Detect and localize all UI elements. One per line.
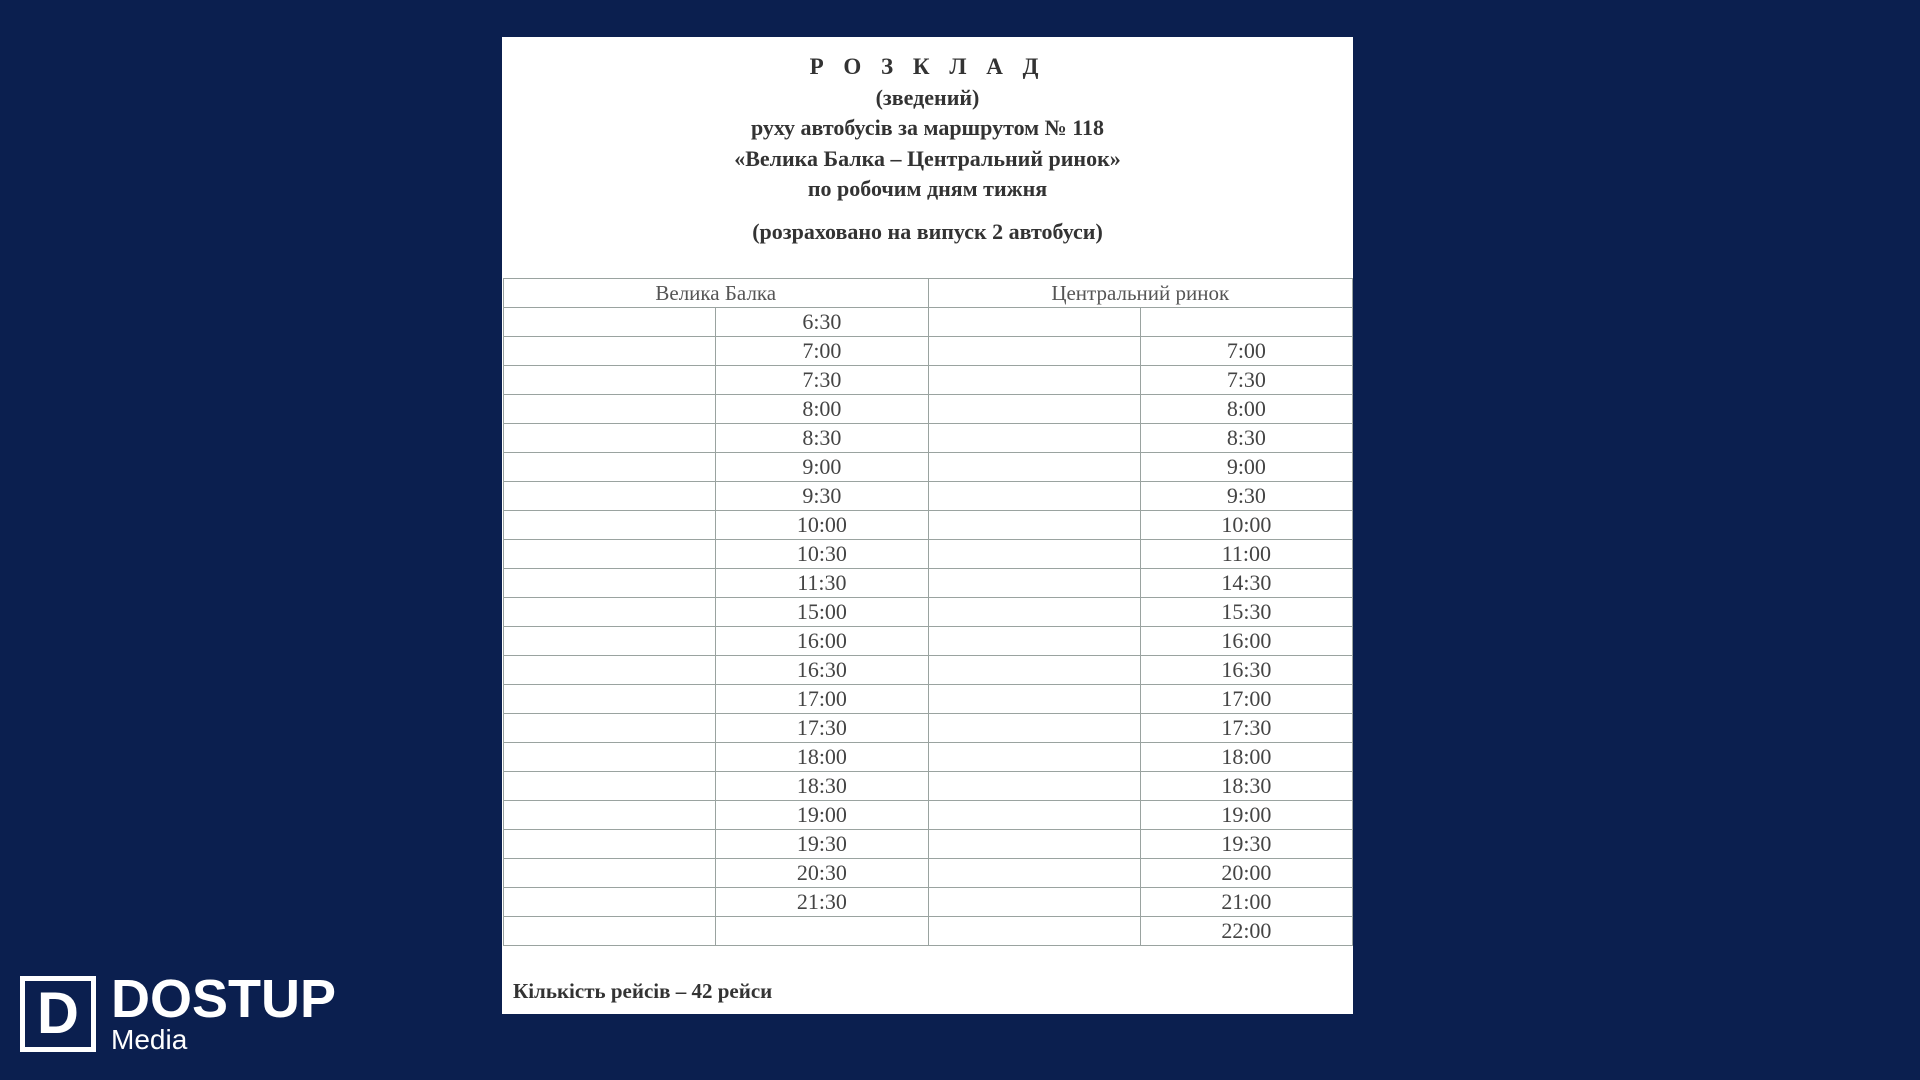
velyka-balka-time: 8:00 bbox=[716, 395, 928, 424]
tsentralnyi-rynok-time: 18:30 bbox=[1140, 772, 1352, 801]
logo-name: DOSTUP bbox=[111, 969, 337, 1029]
table-row bbox=[504, 511, 1353, 540]
tsentralnyi-rynok-empty-cell bbox=[928, 917, 1140, 946]
velyka-balka-time bbox=[716, 917, 928, 946]
tsentralnyi-rynok-empty-cell bbox=[928, 685, 1140, 714]
tsentralnyi-rynok-time: 18:00 bbox=[1140, 743, 1352, 772]
velyka-balka-empty-cell bbox=[504, 917, 716, 946]
velyka-balka-empty-cell bbox=[504, 714, 716, 743]
tsentralnyi-rynok-empty-cell bbox=[928, 859, 1140, 888]
tsentralnyi-rynok-empty-cell bbox=[928, 772, 1140, 801]
velyka-balka-empty-cell bbox=[504, 627, 716, 656]
table-row bbox=[504, 772, 1353, 801]
velyka-balka-time: 21:30 bbox=[716, 888, 928, 917]
velyka-balka-time: 7:30 bbox=[716, 366, 928, 395]
table-row bbox=[504, 395, 1353, 424]
tsentralnyi-rynok-time: 21:00 bbox=[1140, 888, 1352, 917]
table-header-row bbox=[504, 279, 1353, 308]
velyka-balka-empty-cell bbox=[504, 337, 716, 366]
tsentralnyi-rynok-time: 14:30 bbox=[1140, 569, 1352, 598]
velyka-balka-time: 18:00 bbox=[716, 743, 928, 772]
tsentralnyi-rynok-empty-cell bbox=[928, 627, 1140, 656]
tsentralnyi-rynok-time: 15:30 bbox=[1140, 598, 1352, 627]
tsentralnyi-rynok-empty-cell bbox=[928, 569, 1140, 598]
velyka-balka-empty-cell bbox=[504, 424, 716, 453]
velyka-balka-empty-cell bbox=[504, 772, 716, 801]
logo-sub: Media bbox=[111, 1024, 188, 1055]
document-title: Р О З К Л А Д bbox=[809, 54, 1046, 79]
table-row bbox=[504, 801, 1353, 830]
tsentralnyi-rynok-time: 20:00 bbox=[1140, 859, 1352, 888]
velyka-balka-empty-cell bbox=[504, 743, 716, 772]
document-header bbox=[502, 37, 1353, 247]
velyka-balka-time: 10:00 bbox=[716, 511, 928, 540]
velyka-balka-empty-cell bbox=[504, 540, 716, 569]
velyka-balka-empty-cell bbox=[504, 888, 716, 917]
logo-mark: D bbox=[20, 976, 96, 1052]
velyka-balka-time: 10:30 bbox=[716, 540, 928, 569]
velyka-balka-empty-cell bbox=[504, 656, 716, 685]
schedule-table bbox=[503, 278, 1353, 946]
logo-text bbox=[111, 969, 337, 1055]
tsentralnyi-rynok-time: 17:00 bbox=[1140, 685, 1352, 714]
tsentralnyi-rynok-empty-cell bbox=[928, 888, 1140, 917]
table-row bbox=[504, 453, 1353, 482]
document-subtitle: (зведений) bbox=[875, 84, 980, 110]
velyka-balka-time: 8:30 bbox=[716, 424, 928, 453]
table-row bbox=[504, 540, 1353, 569]
velyka-balka-empty-cell bbox=[504, 569, 716, 598]
velyka-balka-time: 9:00 bbox=[716, 453, 928, 482]
tsentralnyi-rynok-time: 8:00 bbox=[1140, 395, 1352, 424]
velyka-balka-time: 19:30 bbox=[716, 830, 928, 859]
table-row bbox=[504, 598, 1353, 627]
dostup-logo bbox=[20, 969, 337, 1056]
schedule-document bbox=[502, 37, 1353, 1014]
table-row bbox=[504, 830, 1353, 859]
table-row bbox=[504, 888, 1353, 917]
schedule-body bbox=[504, 308, 1353, 946]
velyka-balka-empty-cell bbox=[504, 830, 716, 859]
velyka-balka-time: 17:30 bbox=[716, 714, 928, 743]
velyka-balka-time: 20:30 bbox=[716, 859, 928, 888]
route-name: «Велика Балка – Центральний ринок» bbox=[734, 145, 1121, 171]
table-row bbox=[504, 366, 1353, 395]
velyka-balka-time: 16:00 bbox=[716, 627, 928, 656]
tsentralnyi-rynok-empty-cell bbox=[928, 656, 1140, 685]
tsentralnyi-rynok-time: 19:00 bbox=[1140, 801, 1352, 830]
tsentralnyi-rynok-empty-cell bbox=[928, 511, 1140, 540]
tsentralnyi-rynok-empty-cell bbox=[928, 540, 1140, 569]
velyka-balka-time: 9:30 bbox=[716, 482, 928, 511]
tsentralnyi-rynok-time: 16:00 bbox=[1140, 627, 1352, 656]
route-line: руху автобусів за маршрутом № 118 bbox=[750, 115, 1105, 140]
velyka-balka-empty-cell bbox=[504, 511, 716, 540]
velyka-balka-time: 19:00 bbox=[716, 801, 928, 830]
tsentralnyi-rynok-time: 7:00 bbox=[1140, 337, 1352, 366]
tsentralnyi-rynok-empty-cell bbox=[928, 453, 1140, 482]
velyka-balka-empty-cell bbox=[504, 482, 716, 511]
table-row bbox=[504, 482, 1353, 511]
velyka-balka-empty-cell bbox=[504, 366, 716, 395]
column-header-velyka-balka: Велика Балка bbox=[504, 279, 929, 308]
table-row bbox=[504, 627, 1353, 656]
velyka-balka-time: 6:30 bbox=[716, 308, 928, 337]
velyka-balka-time: 17:00 bbox=[716, 685, 928, 714]
tsentralnyi-rynok-time: 9:00 bbox=[1140, 453, 1352, 482]
table-row bbox=[504, 569, 1353, 598]
velyka-balka-time: 7:00 bbox=[716, 337, 928, 366]
velyka-balka-time: 15:00 bbox=[716, 598, 928, 627]
velyka-balka-empty-cell bbox=[504, 598, 716, 627]
trips-count: Кількість рейсів – 42 рейси bbox=[513, 979, 773, 1003]
table-row bbox=[504, 424, 1353, 453]
tsentralnyi-rynok-time: 17:30 bbox=[1140, 714, 1352, 743]
tsentralnyi-rynok-time bbox=[1140, 308, 1352, 337]
velyka-balka-empty-cell bbox=[504, 685, 716, 714]
column-header-tsentralnyi-rynok: Центральний ринок bbox=[928, 279, 1353, 308]
table-row bbox=[504, 859, 1353, 888]
tsentralnyi-rynok-empty-cell bbox=[928, 424, 1140, 453]
tsentralnyi-rynok-empty-cell bbox=[928, 337, 1140, 366]
tsentralnyi-rynok-time: 8:30 bbox=[1140, 424, 1352, 453]
tsentralnyi-rynok-empty-cell bbox=[928, 395, 1140, 424]
table-row bbox=[504, 714, 1353, 743]
table-row bbox=[504, 685, 1353, 714]
velyka-balka-time: 18:30 bbox=[716, 772, 928, 801]
buses-note: (розраховано на випуск 2 автобуси) bbox=[752, 218, 1103, 244]
velyka-balka-empty-cell bbox=[504, 859, 716, 888]
tsentralnyi-rynok-empty-cell bbox=[928, 743, 1140, 772]
tsentralnyi-rynok-time: 19:30 bbox=[1140, 830, 1352, 859]
tsentralnyi-rynok-empty-cell bbox=[928, 366, 1140, 395]
tsentralnyi-rynok-empty-cell bbox=[928, 308, 1140, 337]
table-row bbox=[504, 656, 1353, 685]
velyka-balka-empty-cell bbox=[504, 395, 716, 424]
velyka-balka-empty-cell bbox=[504, 308, 716, 337]
tsentralnyi-rynok-empty-cell bbox=[928, 598, 1140, 627]
tsentralnyi-rynok-time: 7:30 bbox=[1140, 366, 1352, 395]
table-row bbox=[504, 743, 1353, 772]
table-row bbox=[504, 308, 1353, 337]
tsentralnyi-rynok-time: 22:00 bbox=[1140, 917, 1352, 946]
velyka-balka-time: 16:30 bbox=[716, 656, 928, 685]
table-row bbox=[504, 337, 1353, 366]
velyka-balka-empty-cell bbox=[504, 453, 716, 482]
tsentralnyi-rynok-time: 16:30 bbox=[1140, 656, 1352, 685]
velyka-balka-empty-cell bbox=[504, 801, 716, 830]
tsentralnyi-rynok-time: 9:30 bbox=[1140, 482, 1352, 511]
tsentralnyi-rynok-empty-cell bbox=[928, 830, 1140, 859]
days-line: по робочим дням тижня bbox=[807, 176, 1048, 201]
tsentralnyi-rynok-time: 11:00 bbox=[1140, 540, 1352, 569]
table-row bbox=[504, 917, 1353, 946]
velyka-balka-time: 11:30 bbox=[716, 569, 928, 598]
tsentralnyi-rynok-empty-cell bbox=[928, 482, 1140, 511]
tsentralnyi-rynok-empty-cell bbox=[928, 801, 1140, 830]
tsentralnyi-rynok-time: 10:00 bbox=[1140, 511, 1352, 540]
tsentralnyi-rynok-empty-cell bbox=[928, 714, 1140, 743]
